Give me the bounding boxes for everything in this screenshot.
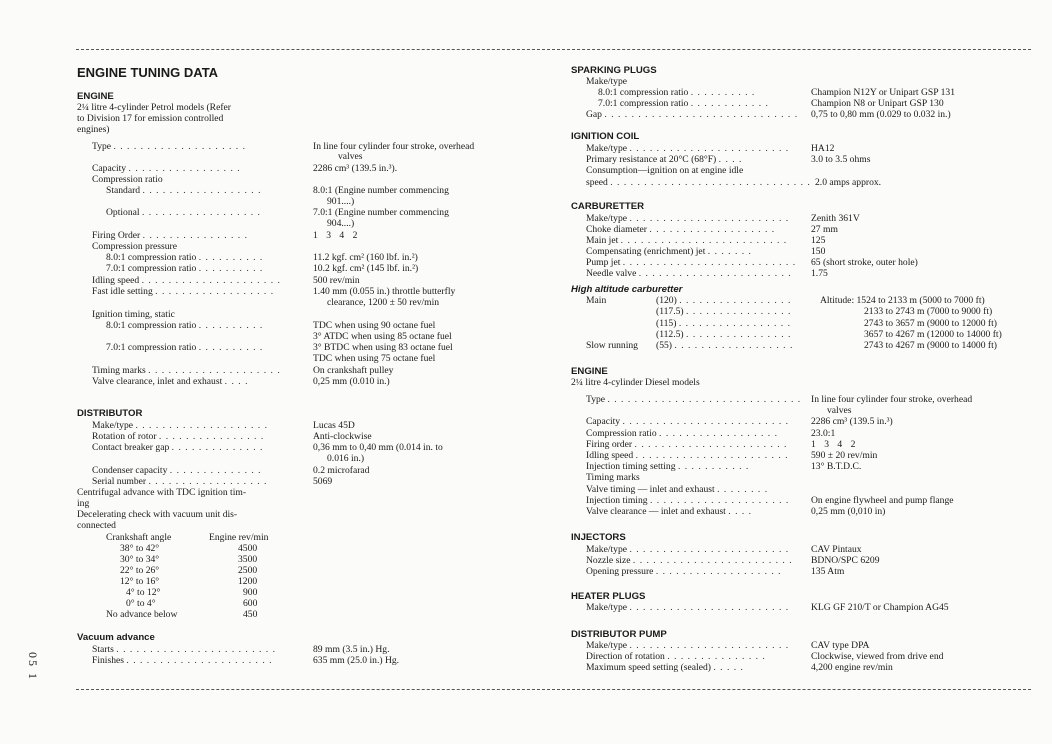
diesel-firing-value: 1 3 4 2 (811, 439, 856, 450)
cp8-label: 8.0:1 compression ratio . . . . . . . . . . (106, 252, 264, 263)
plugs-r7-value: Champion N8 or Unipart GSP 130 (811, 98, 944, 109)
diesel-vc-value: 0,25 mm (0,010 in) (811, 506, 886, 517)
diesel-injt-label: Injection timing . . . . . . . . . . . . . . . . . . . . . (586, 495, 790, 506)
diesel-type-value-1: In line four cylinder four stroke, overhead (811, 394, 973, 405)
diesel-type-label: Type . . . . . . . . . . . . . . . . . . . . . . . . . . . . . (586, 394, 802, 405)
diesel-type-value-2: valves (827, 405, 852, 416)
capacity-value: 2286 cm³ (139.5 in.³). (313, 163, 398, 174)
decel-1: Decelerating check with vacuum unit dis- (77, 509, 238, 520)
altitude-jet-0: (120) . . . . . . . . . . . . . . . . . (656, 295, 792, 306)
altitude-jet-3: (112.5) . . . . . . . . . . . . . . . . (656, 329, 792, 340)
valve-label: Valve clearance, inlet and exhaust . . . . (92, 376, 249, 387)
diesel-capacity-label: Capacity . . . . . . . . . . . . . . . . . . . . . . . . . (586, 416, 790, 427)
carb-needle-label: Needle valve . . . . . . . . . . . . . . . . . . . . . . . (586, 268, 792, 279)
ign8-value: TDC when using 90 octane fuel (313, 320, 436, 331)
altitude-value-3: 3657 to 4267 m (12000 to 14000 ft) (864, 329, 1002, 340)
ign7-value-2: TDC when using 75 octane fuel (313, 353, 436, 364)
optional-label: Optional . . . . . . . . . . . . . . . . . . (106, 207, 261, 218)
optional-value-2: 904....) (327, 218, 355, 229)
coil-primary-label: Primary resistance at 20°C (68°F) . . . . (586, 154, 743, 165)
diesel-marks-label: Timing marks (586, 472, 640, 483)
dist-make-value: Lucas 45D (313, 420, 355, 431)
advance-angle-4: 4° to 12° (126, 587, 161, 598)
finishes-label: Finishes . . . . . . . . . . . . . . . . . . . . . . (92, 655, 273, 666)
firing-value: 1 3 4 2 (313, 230, 358, 241)
gap-label: Contact breaker gap . . . . . . . . . . . . . . (92, 442, 264, 453)
advance-rpm-1: 3500 (238, 554, 258, 565)
dist-make-label: Make/type . . . . . . . . . . . . . . . . . . . . (92, 420, 268, 431)
heater-heading: HEATER PLUGS (571, 591, 646, 602)
pump-max-label: Maximum speed setting (sealed) . . . . . (586, 662, 744, 673)
idle-label: Idling speed . . . . . . . . . . . . . . . . . . . . . (92, 275, 281, 286)
capacity-label: Capacity . . . . . . . . . . . . . . . . . (92, 163, 241, 174)
injectors-make-label: Make/type . . . . . . . . . . . . . . . . . . . . . . . . (586, 544, 790, 555)
ign8-value-2: 3° ATDC when using 85 octane fuel (313, 331, 452, 342)
carb-comp-value: 150 (811, 246, 826, 257)
altitude-value-0: Altitude: 1524 to 2133 m (5000 to 7000 ft) (820, 295, 985, 306)
coil-heading: IGNITION COIL (571, 131, 640, 142)
injectors-make-value: CAV Pintaux (811, 544, 862, 555)
altitude-jet-4: (55) . . . . . . . . . . . . . . . . . . (656, 340, 794, 351)
altitude-jet-2: (115) . . . . . . . . . . . . . . . . . (656, 318, 791, 329)
altitude-value-4: 2743 to 4267 m (9000 to 14000 ft) (864, 340, 997, 351)
fastidle-value-2: clearance, 1200 ± 50 rev/min (327, 297, 440, 308)
advance-rpm-0: 4500 (238, 543, 258, 554)
valve-value: 0,25 mm (0.010 in.) (313, 376, 390, 387)
altitude-slow-label: Slow running (586, 340, 638, 351)
page-number: 05 1 (26, 652, 40, 681)
carb-make-value: Zenith 361V (811, 213, 860, 224)
advance-angle-0: 38° to 42° (120, 543, 160, 554)
top-rule (76, 49, 1031, 50)
carb-choke-value: 27 mm (811, 224, 838, 235)
page-title: ENGINE TUNING DATA (77, 65, 219, 80)
gap-value-1: 0,36 mm to 0,40 mm (0.014 in. to (313, 442, 443, 453)
standard-value-2: 901....) (327, 196, 355, 207)
coil-consumption-1: Consumption—ignition on at engine idle (586, 165, 744, 176)
ign7-label: 7.0:1 compression ratio . . . . . . . . . . (106, 342, 264, 353)
altitude-value-1: 2133 to 2743 m (7000 to 9000 ft) (864, 306, 993, 317)
coil-primary-value: 3.0 to 3.5 ohms (811, 154, 871, 165)
cpressure-label: Compression pressure (92, 241, 177, 252)
compression-label: Compression ratio (92, 174, 163, 185)
idle-value: 500 rev/min (313, 275, 360, 286)
rotation-value: Anti-clockwise (313, 431, 372, 442)
gap-value-2: 0.016 in.) (327, 453, 365, 464)
type-label: Type . . . . . . . . . . . . . . . . . . . . (92, 141, 246, 152)
coil-consumption-value: 2.0 amps approx. (815, 177, 882, 188)
plugs-gap-label: Gap . . . . . . . . . . . . . . . . . . . . . . . . . . . . . (586, 109, 799, 120)
engine-desc-3: engines) (77, 124, 110, 135)
plugs-r8-value: Champion N12Y or Unipart GSP 131 (811, 87, 955, 98)
ign7-value: 3° BTDC when using 83 octane fuel (313, 342, 453, 353)
advance-angle-5: 0° to 4° (126, 598, 156, 609)
diesel-vt-label: Valve timing — inlet and exhaust . . . . . . . . (586, 484, 769, 495)
diesel-firing-label: Firing order . . . . . . . . . . . . . . . . . . . . . . . (586, 439, 788, 450)
engine-desc-2: to Division 17 for emission controlled (77, 113, 224, 124)
carb-make-label: Make/type . . . . . . . . . . . . . . . . . . . . . . . . (586, 213, 790, 224)
fastidle-value-1: 1.40 mm (0.055 in.) throttle butterfly (313, 286, 456, 297)
injectors-open-label: Opening pressure . . . . . . . . . . . . . . . . . . . (586, 566, 782, 577)
diesel-idle-value: 590 ± 20 rev/min (811, 450, 878, 461)
injectors-nozzle-value: BDNO/SPC 6209 (811, 555, 880, 566)
diesel-inj-label: Injection timing setting . . . . . . . . . . . (586, 461, 750, 472)
optional-value-1: 7.0:1 (Engine number commencing (313, 207, 449, 218)
pump-dir-label: Direction of rotation . . . . . . . . . . . . . . . (586, 651, 766, 662)
advance-rpm-4: 900 (243, 587, 258, 598)
serial-label: Serial number . . . . . . . . . . . . . . . . . . (92, 476, 268, 487)
standard-value-1: 8.0:1 (Engine number commencing (313, 185, 449, 196)
centrifugal-2: ing (77, 498, 90, 509)
carb-heading: CARBURETTER (571, 201, 645, 212)
advance-rpm-2: 2500 (238, 565, 258, 576)
carb-pump-label: Pump jet . . . . . . . . . . . . . . . . . . . . . . . . . . (586, 257, 797, 268)
diesel-desc: 2¼ litre 4-cylinder Diesel models (571, 377, 700, 388)
diesel-comp-label: Compression ratio . . . . . . . . . . . . . . . . . . (586, 428, 778, 439)
injectors-nozzle-label: Nozzle size . . . . . . . . . . . . . . . . . . . . . . . . (586, 555, 793, 566)
marks-label: Timing marks . . . . . . . . . . . . . . . . . . . . (92, 365, 281, 376)
diesel-capacity-value: 2286 cm³ (139.5 in.³) (811, 416, 893, 427)
ign8-label: 8.0:1 compression ratio . . . . . . . . . . (106, 320, 264, 331)
distributor-heading: DISTRIBUTOR (77, 408, 143, 419)
fastidle-label: Fast idle setting . . . . . . . . . . . . . . . . . . (92, 286, 275, 297)
advance-rpm-6: 450 (243, 609, 258, 620)
plugs-heading: SPARKING PLUGS (571, 65, 657, 76)
injectors-heading: INJECTORS (571, 532, 626, 543)
advance-angle-2: 22° to 26° (120, 565, 160, 576)
type-value-2: valves (338, 151, 363, 162)
coil-make-value: HA12 (811, 143, 835, 154)
condenser-label: Condenser capacity . . . . . . . . . . . . . . (92, 465, 262, 476)
altitude-heading: High altitude carburetter (571, 284, 683, 295)
diesel-inj-value: 13° B.T.D.C. (811, 461, 862, 472)
plugs-gap-value: 0,75 to 0,80 mm (0.029 to 0.032 in.) (811, 109, 951, 120)
pump-dir-value: Clockwise, viewed from drive end (811, 651, 944, 662)
plugs-make-label: Make/type (586, 76, 628, 87)
coil-consumption-2: speed . . . . . . . . . . . . . . . . . . . . . . . . . . . . . . (586, 177, 811, 188)
decel-2: connected (77, 520, 116, 531)
engine-heading: ENGINE (77, 91, 114, 102)
carb-main-value: 125 (811, 235, 826, 246)
advance-rpm-3: 1200 (238, 576, 258, 587)
vacuum-heading: Vacuum advance (77, 632, 155, 643)
diesel-injt-value: On engine flywheel and pump flange (811, 495, 954, 506)
advance-angle-3: 12° to 16° (120, 576, 160, 587)
carb-main-label: Main jet . . . . . . . . . . . . . . . . . . . . . . . . . (586, 235, 788, 246)
pump-max-value: 4,200 engine rev/min (811, 662, 893, 673)
carb-needle-value: 1.75 (811, 268, 828, 279)
engine-desc-1: 2¼ litre 4-cylinder Petrol models (Refer (77, 102, 231, 113)
heater-make-label: Make/type . . . . . . . . . . . . . . . . . . . . . . . . (586, 602, 790, 613)
advance-col-rpm: Engine rev/min (209, 532, 269, 543)
plugs-r8-label: 8.0:1 compression ratio . . . . . . . . . . (598, 87, 756, 98)
pump-make-value: CAV type DPA (811, 640, 870, 651)
condenser-value: 0.2 microfarad (313, 465, 370, 476)
altitude-value-2: 2743 to 3657 m (9000 to 12000 ft) (864, 318, 997, 329)
plugs-r7-label: 7.0:1 compression ratio . . . . . . . . . . . . (598, 98, 769, 109)
diesel-vc-label: Valve clearance — inlet and exhaust . . . . (586, 506, 753, 517)
cp8-value: 11.2 kgf. cm² (160 lbf. in.²) (313, 252, 418, 263)
advance-col-angle: Crankshaft angle (106, 532, 172, 543)
carb-pump-value: 65 (short stroke, outer hole) (811, 257, 918, 268)
injectors-open-value: 135 Atm (811, 566, 845, 577)
rotation-label: Rotation of rotor . . . . . . . . . . . . . . . . (92, 431, 265, 442)
cp7-value: 10.2 kgf. cm² (145 lbf. in.²) (313, 263, 419, 274)
altitude-jet-1: (117.5) . . . . . . . . . . . . . . . . (656, 306, 792, 317)
finishes-value: 635 mm (25.0 in.) Hg. (313, 655, 400, 666)
altitude-main-label: Main (586, 295, 607, 306)
advance-angle-6: No advance below (106, 609, 178, 620)
diesel-heading: ENGINE (571, 366, 608, 377)
heater-make-value: KLG GF 210/T or Champion AG45 (811, 602, 949, 613)
bottom-rule (76, 689, 1031, 690)
starts-label: Starts . . . . . . . . . . . . . . . . . . . . . . . . (92, 644, 276, 655)
marks-value: On crankshaft pulley (313, 365, 394, 376)
serial-value: 5069 (313, 476, 333, 487)
carb-choke-label: Choke diameter . . . . . . . . . . . . . . . . . . . (586, 224, 776, 235)
carb-comp-label: Compensating (enrichment) jet . . . . . . . (586, 246, 752, 257)
cp7-label: 7.0:1 compression ratio . . . . . . . . . . (106, 263, 264, 274)
starts-value: 89 mm (3.5 in.) Hg. (313, 644, 390, 655)
diesel-idle-label: Idling speed . . . . . . . . . . . . . . . . . . . . . . . (586, 450, 789, 461)
advance-rpm-5: 600 (243, 598, 258, 609)
standard-label: Standard . . . . . . . . . . . . . . . . . . (106, 185, 262, 196)
coil-make-label: Make/type . . . . . . . . . . . . . . . . . . . . . . . . (586, 143, 790, 154)
pump-make-label: Make/type . . . . . . . . . . . . . . . . . . . . . . . . (586, 640, 790, 651)
centrifugal-1: Centrifugal advance with TDC ignition tim- (77, 487, 247, 498)
firing-label: Firing Order . . . . . . . . . . . . . . . . (92, 230, 248, 241)
ignition-label: Ignition timing, static (92, 309, 175, 320)
diesel-comp-value: 23.0:1 (811, 428, 836, 439)
type-value-1: In line four cylinder four stroke, overhead (313, 141, 475, 152)
advance-angle-1: 30° to 34° (120, 554, 160, 565)
pump-heading: DISTRIBUTOR PUMP (571, 629, 667, 640)
